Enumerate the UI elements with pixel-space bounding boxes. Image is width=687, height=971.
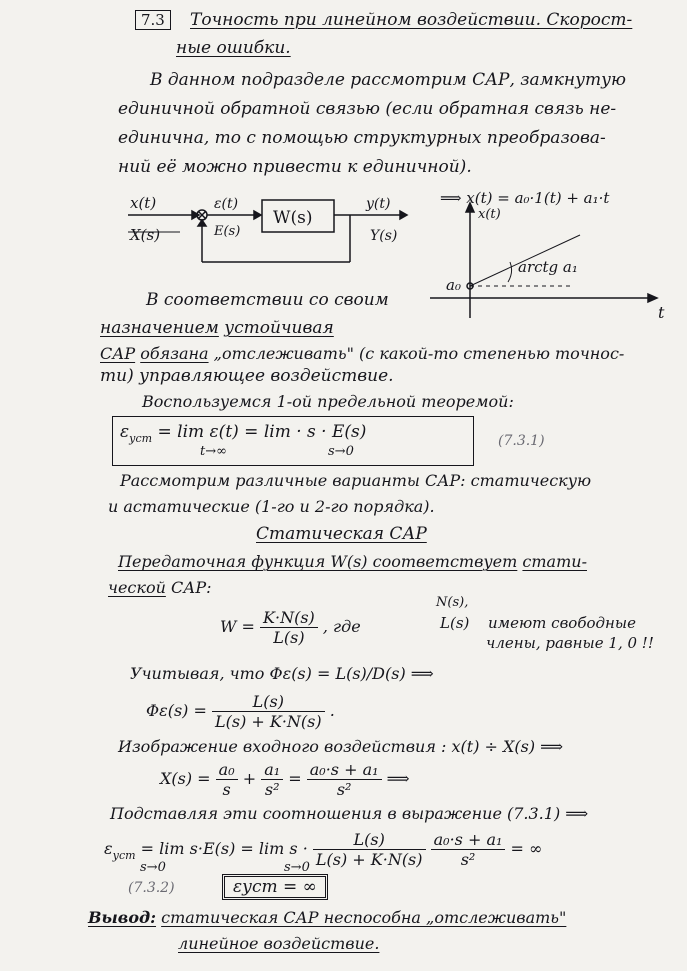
static-line2 bbox=[108, 578, 211, 597]
static-heading: Статическая САР bbox=[256, 524, 427, 544]
equation-number-7-3-2: (7.3.2) bbox=[128, 880, 175, 896]
intro-line4: ний её можно привести к единичной). bbox=[118, 157, 472, 177]
image-term3-den: s² bbox=[336, 780, 352, 799]
purpose-word-track: „отслеживать" (с какой-то степенью точнос- bbox=[213, 344, 625, 363]
W-denominator: L(s) bbox=[273, 628, 305, 647]
W-lhs: W = bbox=[220, 617, 255, 636]
phi-lhs: Φε(s) = bbox=[146, 701, 207, 720]
input-image-label: X(s) bbox=[130, 226, 161, 244]
where-word: , где bbox=[322, 617, 361, 636]
subst-limit-2: s→0 bbox=[284, 860, 310, 875]
ls-label: L(s) bbox=[440, 614, 470, 632]
W-fraction bbox=[260, 608, 318, 647]
subst-f2-num: a₀·s + a₁ bbox=[431, 830, 506, 850]
transfer-block-label: W(s) bbox=[273, 208, 313, 228]
theorem-formula bbox=[120, 422, 366, 445]
intro-line2: единичной обратной связью (если обратная связь не- bbox=[118, 99, 617, 119]
conclusion-text1: статическая САР неспособна „отслеживать" bbox=[161, 908, 567, 927]
result-box: εуст = ∞ bbox=[222, 874, 328, 900]
have-free-text: имеют свободные bbox=[488, 614, 637, 632]
purpose-line2 bbox=[100, 318, 334, 338]
subst-f2-den: s² bbox=[460, 850, 476, 869]
subst-lhs-sub: уст bbox=[112, 849, 136, 862]
purpose-line3 bbox=[100, 344, 624, 363]
image-term1-num: a₀ bbox=[216, 760, 238, 780]
purpose-word-assignment: назначением bbox=[100, 318, 219, 338]
image-text: Изображение входного воздействия : x(t) ÷ X(s) ⟹ bbox=[118, 737, 564, 756]
equation-number-7-3-1: (7.3.1) bbox=[498, 433, 545, 449]
purpose-word-sar: САР bbox=[100, 344, 136, 363]
variants-line1: Рассмотрим различные варианты САР: статическую bbox=[120, 471, 592, 490]
image-term2-den: s² bbox=[264, 780, 280, 799]
image-term2 bbox=[261, 760, 283, 799]
variants-line2: и астатические (1-го и 2-го порядка). bbox=[108, 497, 435, 516]
members-text: члены, равные 1, 0 !! bbox=[486, 634, 654, 652]
conclusion-label: Вывод: bbox=[88, 908, 157, 927]
ns-label: N(s), bbox=[436, 595, 469, 610]
image-eq: = bbox=[288, 769, 302, 788]
purpose-line1: В соответствии со своим bbox=[146, 290, 389, 310]
subst-f1-num: L(s) bbox=[313, 830, 426, 850]
image-arrow: ⟹ bbox=[386, 769, 410, 788]
plot-y-label: x(t) bbox=[478, 207, 501, 222]
image-formula bbox=[160, 760, 410, 799]
static-transfer-function bbox=[220, 608, 361, 647]
static-line1 bbox=[118, 552, 587, 571]
theorem-limit-s: s→0 bbox=[328, 444, 354, 459]
subst-limit-1: s→0 bbox=[140, 860, 166, 875]
subst-part1: = lim s·E(s) = lim s · bbox=[140, 839, 308, 858]
subst-f1-den: L(s) + K·N(s) bbox=[315, 850, 423, 869]
intro-line3: единична, то с помощью структурных преобразова- bbox=[118, 128, 606, 148]
phi-numerator: L(s) bbox=[212, 692, 325, 712]
phi-note: Учитывая, что Φε(s) = L(s)/D(s) ⟹ bbox=[130, 664, 434, 683]
static-line1-text: Передаточная функция W(s) соответствует bbox=[118, 552, 518, 571]
section-number: 7.3 bbox=[135, 10, 171, 30]
plot-slope-label: arctg a₁ bbox=[518, 258, 578, 276]
output-time-label: y(t) bbox=[366, 196, 391, 212]
image-term1-den: s bbox=[222, 780, 231, 799]
phi-denominator: L(s) + K·N(s) bbox=[214, 712, 322, 731]
phi-fraction bbox=[212, 692, 325, 731]
image-term1 bbox=[216, 760, 238, 799]
phi-formula bbox=[146, 692, 335, 731]
subst-fraction1 bbox=[313, 830, 426, 869]
image-term3-num: a₀·s + a₁ bbox=[307, 760, 382, 780]
static-word: стати- bbox=[522, 552, 587, 571]
section-title-line2: ные ошибки. bbox=[176, 38, 291, 58]
theorem-intro: Воспользуемся 1-ой предельной теоремой: bbox=[142, 392, 514, 411]
static-word-sar: САР: bbox=[170, 578, 212, 597]
theorem-lhs: ε bbox=[120, 422, 130, 442]
subst-result: = ∞ bbox=[510, 839, 543, 858]
W-numerator: K·N(s) bbox=[260, 608, 318, 628]
subst-lhs: ε bbox=[104, 839, 113, 858]
purpose-word-stable: устойчивая bbox=[224, 318, 334, 338]
intro-line1: В данном подразделе рассмотрим САР, замкнутую bbox=[150, 70, 626, 90]
error-image-label: E(s) bbox=[214, 224, 241, 239]
conclusion-line2: линейное воздействие. bbox=[178, 934, 380, 953]
input-time-label: x(t) bbox=[130, 194, 157, 212]
output-image-label: Y(s) bbox=[370, 228, 398, 244]
conclusion-line1 bbox=[88, 908, 566, 927]
ramp-equation: ⟹ x(t) = a₀·1(t) + a₁·t bbox=[440, 189, 610, 207]
substitute-formula bbox=[104, 830, 542, 869]
theorem-rhs: = lim ε(t) = lim · s · E(s) bbox=[157, 422, 367, 442]
plot-intercept-label: a₀ bbox=[446, 276, 461, 294]
substitute-text: Подставляя эти соотношения в выражение (7.3.1) ⟹ bbox=[110, 804, 589, 823]
image-term3 bbox=[307, 760, 382, 799]
image-plus: + bbox=[242, 769, 257, 788]
subst-fraction2 bbox=[431, 830, 506, 869]
section-title-line1: Точность при линейном воздействии. Скорост- bbox=[190, 10, 633, 30]
theorem-lhs-sub: уст bbox=[129, 432, 153, 445]
error-time-label: ε(t) bbox=[214, 196, 239, 212]
static-word-2: ческой bbox=[108, 578, 166, 597]
plot-x-label: t bbox=[658, 303, 665, 322]
purpose-word-obliged: обязана bbox=[140, 344, 209, 363]
image-lhs: X(s) = bbox=[160, 769, 211, 788]
phi-dot: . bbox=[329, 701, 335, 720]
purpose-line4: ти) управляющее воздействие. bbox=[100, 366, 394, 386]
theorem-limit-t: t→∞ bbox=[200, 444, 227, 459]
image-term2-num: a₁ bbox=[261, 760, 283, 780]
